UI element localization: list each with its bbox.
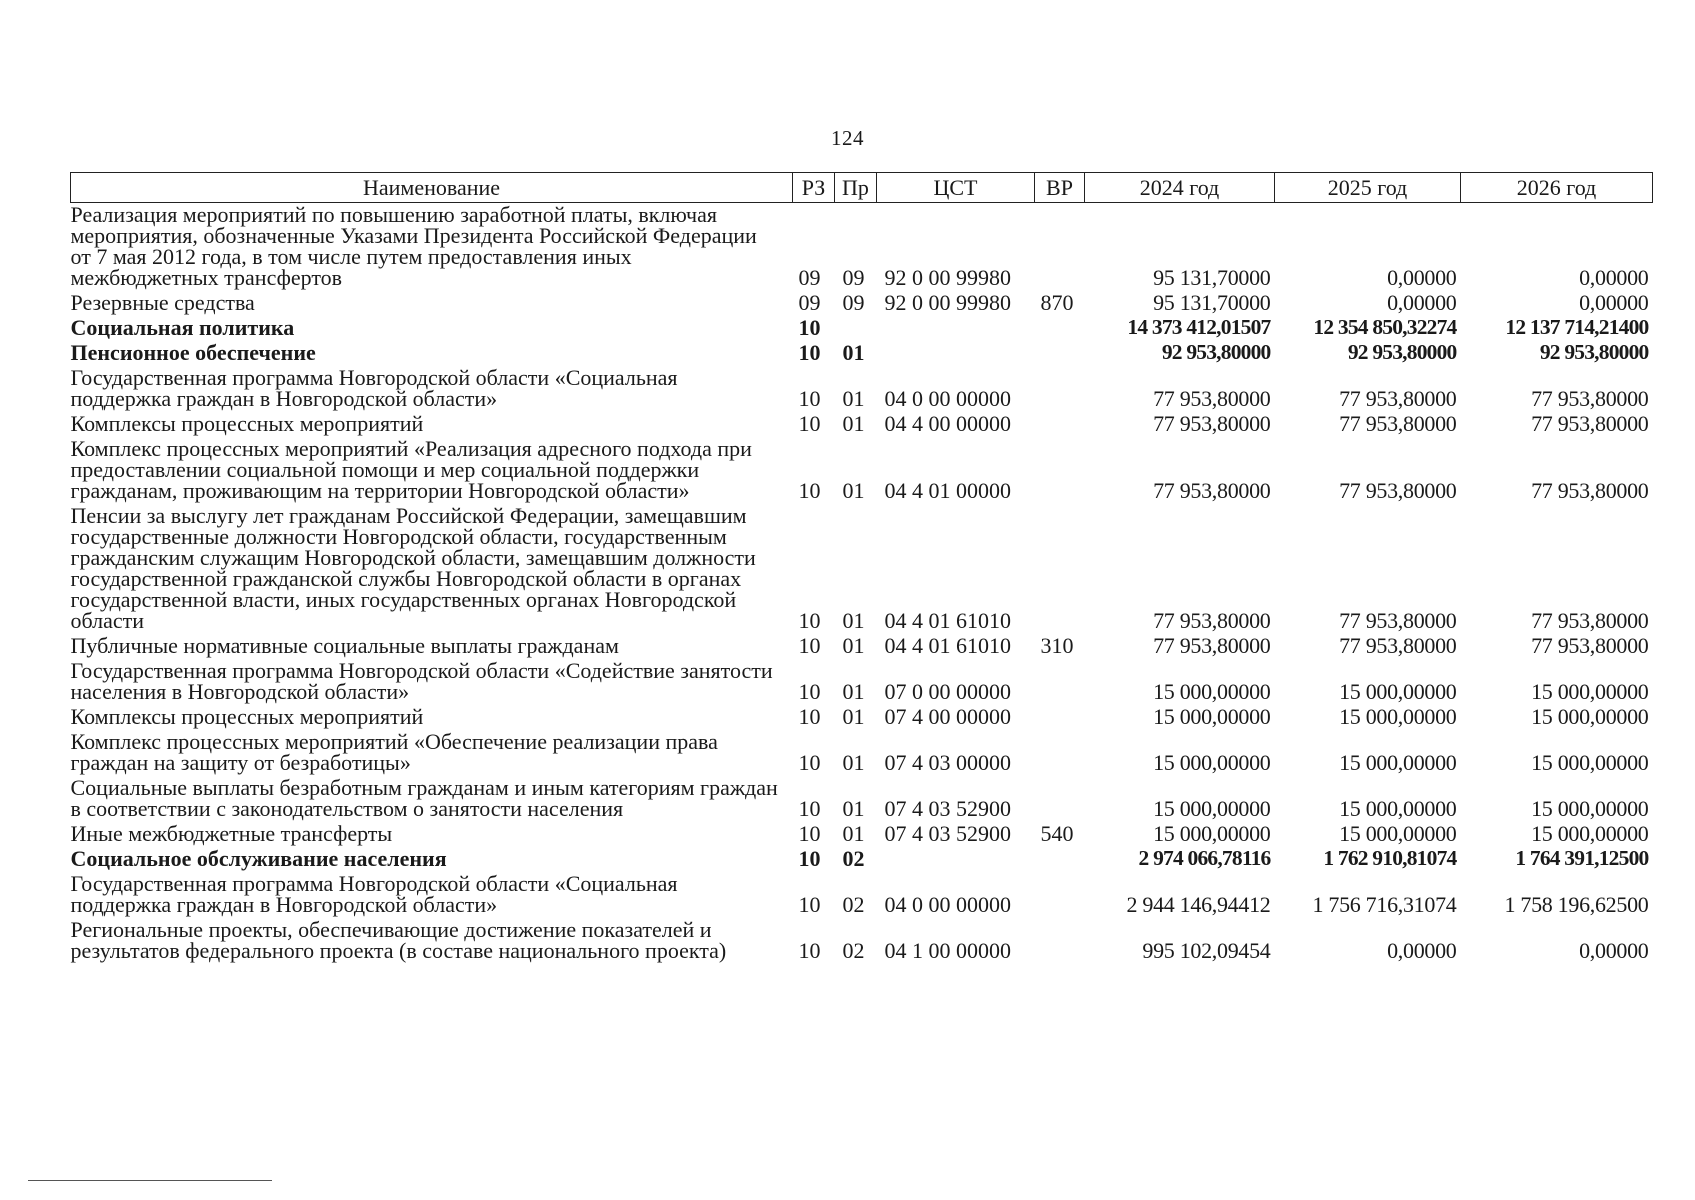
table-row bbox=[71, 412, 1653, 437]
cell-vr bbox=[1035, 504, 1085, 634]
cell-cst: 04 0 00 00000 bbox=[884, 892, 1011, 917]
cell-2025: 0,00000 bbox=[1387, 938, 1457, 963]
cell-pr: 02 bbox=[842, 892, 865, 917]
header-pr: Пр bbox=[835, 173, 877, 203]
cell-2025: 77 953,80000 bbox=[1339, 386, 1457, 411]
cell-pr bbox=[835, 316, 877, 341]
cell-rz: 10 bbox=[798, 386, 821, 411]
table-row bbox=[71, 341, 1653, 366]
cell-rz: 10 bbox=[798, 340, 821, 365]
cell-vr bbox=[1035, 776, 1085, 822]
cell-rz: 10 bbox=[798, 633, 821, 658]
cell-2024: 77 953,80000 bbox=[1153, 633, 1271, 658]
table-row bbox=[71, 872, 1653, 918]
table-row bbox=[71, 291, 1653, 316]
cell-pr: 01 bbox=[842, 478, 865, 503]
cell-name: Региональные проекты, обеспечивающие достижение показателей и результатов федерального проекта (в составе национального проекта) bbox=[70, 917, 727, 963]
cell-2025: 15 000,00000 bbox=[1339, 679, 1457, 704]
cell-name: Комплексы процессных мероприятий bbox=[70, 411, 424, 436]
table-row bbox=[71, 730, 1653, 776]
cell-pr: 01 bbox=[842, 821, 865, 846]
table-row bbox=[71, 316, 1653, 341]
cell-vr bbox=[1035, 366, 1085, 412]
cell-rz: 09 bbox=[798, 290, 821, 315]
table-row bbox=[71, 847, 1653, 872]
footnote-separator bbox=[28, 1180, 272, 1181]
header-2024: 2024 год bbox=[1085, 173, 1275, 203]
cell-cst: 04 0 00 00000 bbox=[884, 386, 1011, 411]
cell-2024: 995 102,09454 bbox=[1142, 938, 1271, 963]
cell-2026: 92 953,80000 bbox=[1539, 340, 1649, 364]
cell-2026: 0,00000 bbox=[1579, 265, 1649, 290]
cell-2026: 15 000,00000 bbox=[1531, 821, 1649, 846]
cell-name: Государственная программа Новгородской области «Социальная поддержка граждан в Новгородской области» bbox=[70, 871, 678, 917]
table-row bbox=[71, 776, 1653, 822]
cell-pr: 09 bbox=[842, 290, 865, 315]
cell-name: Комплекс процессных мероприятий «Реализация адресного подхода при предоставлении социальной помощи и мер социальной поддержки гражданам, проживающим на территории Новгородской области» bbox=[70, 436, 752, 503]
table-row bbox=[71, 705, 1653, 730]
cell-name: Резервные средства bbox=[70, 290, 255, 315]
cell-vr: 310 bbox=[1040, 633, 1074, 658]
cell-2026: 15 000,00000 bbox=[1531, 704, 1649, 729]
table-row bbox=[71, 366, 1653, 412]
cell-2026: 77 953,80000 bbox=[1531, 386, 1649, 411]
cell-2024: 2 944 146,94412 bbox=[1126, 892, 1271, 917]
cell-name: Государственная программа Новгородской области «Социальная поддержка граждан в Новгородской области» bbox=[70, 365, 678, 411]
cell-pr: 01 bbox=[842, 704, 865, 729]
cell-2026: 15 000,00000 bbox=[1531, 750, 1649, 775]
cell-rz: 10 bbox=[798, 892, 821, 917]
cell-2026: 77 953,80000 bbox=[1531, 633, 1649, 658]
cell-pr: 01 bbox=[842, 750, 865, 775]
table-row bbox=[71, 437, 1653, 504]
cell-2024: 15 000,00000 bbox=[1153, 796, 1271, 821]
cell-vr: 540 bbox=[1040, 821, 1074, 846]
cell-2026: 12 137 714,21400 bbox=[1505, 315, 1649, 339]
cell-name: Пенсионное обеспечение bbox=[70, 340, 316, 365]
cell-pr: 02 bbox=[842, 938, 865, 963]
table-row bbox=[71, 504, 1653, 634]
cell-2025: 1 762 910,81074 bbox=[1323, 846, 1457, 870]
cell-vr bbox=[1035, 730, 1085, 776]
cell-cst: 04 4 01 00000 bbox=[884, 478, 1011, 503]
cell-name: Социальная политика bbox=[70, 315, 295, 340]
cell-vr bbox=[1035, 203, 1085, 292]
cell-rz: 10 bbox=[798, 750, 821, 775]
header-2025: 2025 год bbox=[1275, 173, 1461, 203]
header-cst: ЦСТ bbox=[877, 173, 1035, 203]
cell-cst: 07 4 03 00000 bbox=[884, 750, 1011, 775]
cell-2024: 14 373 412,01507 bbox=[1127, 315, 1271, 339]
cell-rz: 10 bbox=[798, 679, 821, 704]
cell-cst: 04 4 01 61010 bbox=[884, 608, 1011, 633]
cell-vr bbox=[1035, 412, 1085, 437]
cell-2024: 15 000,00000 bbox=[1153, 821, 1271, 846]
header-row bbox=[71, 173, 1653, 203]
cell-2026: 1 764 391,12500 bbox=[1515, 846, 1649, 870]
cell-cst: 04 4 01 61010 bbox=[884, 633, 1011, 658]
cell-cst: 04 1 00 00000 bbox=[884, 938, 1011, 963]
cell-name: Реализация мероприятий по повышению заработной платы, включая мероприятия, обозначенные Указами Президента Российской Федерации от 7 мая 2012 года, в том числе путем предоставления иных межбюджетных трансфертов bbox=[70, 202, 757, 290]
cell-2025: 77 953,80000 bbox=[1339, 411, 1457, 436]
cell-name: Социальные выплаты безработным гражданам и иным категориям граждан в соответствии с законодательством о занятости населения bbox=[70, 775, 778, 821]
page-number: 124 bbox=[831, 126, 864, 150]
cell-2025: 15 000,00000 bbox=[1339, 796, 1457, 821]
cell-cst bbox=[877, 847, 1035, 872]
header-2026: 2026 год bbox=[1461, 173, 1653, 203]
header-rz: РЗ bbox=[793, 173, 835, 203]
cell-pr: 02 bbox=[842, 846, 865, 871]
cell-cst: 07 4 03 52900 bbox=[884, 821, 1011, 846]
cell-2026: 1 758 196,62500 bbox=[1504, 892, 1649, 917]
cell-name: Социальное обслуживание населения bbox=[70, 846, 447, 871]
cell-2026: 77 953,80000 bbox=[1531, 411, 1649, 436]
cell-2024: 2 974 066,78116 bbox=[1138, 846, 1271, 870]
cell-2026: 77 953,80000 bbox=[1531, 478, 1649, 503]
cell-rz: 10 bbox=[798, 821, 821, 846]
cell-2025: 77 953,80000 bbox=[1339, 608, 1457, 633]
cell-pr: 01 bbox=[842, 386, 865, 411]
cell-2026: 0,00000 bbox=[1579, 938, 1649, 963]
cell-2025: 15 000,00000 bbox=[1339, 821, 1457, 846]
cell-2024: 95 131,70000 bbox=[1153, 290, 1271, 315]
table-row bbox=[71, 918, 1653, 964]
cell-2025: 1 756 716,31074 bbox=[1312, 892, 1457, 917]
cell-vr: 870 bbox=[1040, 290, 1074, 315]
cell-cst: 92 0 00 99980 bbox=[884, 290, 1011, 315]
cell-rz: 10 bbox=[798, 938, 821, 963]
cell-2024: 15 000,00000 bbox=[1153, 704, 1271, 729]
cell-cst: 07 0 00 00000 bbox=[884, 679, 1011, 704]
cell-pr: 01 bbox=[842, 633, 865, 658]
cell-name: Комплексы процессных мероприятий bbox=[70, 704, 424, 729]
cell-2025: 12 354 850,32274 bbox=[1313, 315, 1457, 339]
cell-cst bbox=[877, 316, 1035, 341]
cell-2025: 77 953,80000 bbox=[1339, 633, 1457, 658]
cell-cst: 07 4 03 52900 bbox=[884, 796, 1011, 821]
cell-2026: 15 000,00000 bbox=[1531, 796, 1649, 821]
cell-cst: 07 4 00 00000 bbox=[884, 704, 1011, 729]
cell-pr: 01 bbox=[842, 679, 865, 704]
header-vr: ВР bbox=[1035, 173, 1085, 203]
table-row bbox=[71, 634, 1653, 659]
cell-2024: 15 000,00000 bbox=[1153, 750, 1271, 775]
cell-2024: 77 953,80000 bbox=[1153, 478, 1271, 503]
cell-2024: 15 000,00000 bbox=[1153, 679, 1271, 704]
cell-2026: 15 000,00000 bbox=[1531, 679, 1649, 704]
cell-pr: 01 bbox=[842, 411, 865, 436]
table-row bbox=[71, 822, 1653, 847]
cell-2024: 92 953,80000 bbox=[1161, 340, 1271, 364]
cell-pr: 01 bbox=[842, 340, 865, 365]
cell-vr bbox=[1035, 872, 1085, 918]
cell-name: Пенсии за выслугу лет гражданам Российской Федерации, замещавшим государственные должности Новгородской области, государственным гражданским служащим Новгородской области, замещавшим должности государственной гражданской службы Новгородской области в органах государственной власти, иных государственных органах Новгородской области bbox=[70, 503, 756, 633]
cell-vr bbox=[1035, 316, 1085, 341]
cell-2025: 0,00000 bbox=[1387, 290, 1457, 315]
cell-rz: 10 bbox=[798, 608, 821, 633]
cell-2024: 77 953,80000 bbox=[1153, 608, 1271, 633]
cell-rz: 10 bbox=[798, 796, 821, 821]
cell-rz: 10 bbox=[798, 315, 821, 340]
cell-2026: 0,00000 bbox=[1579, 290, 1649, 315]
cell-vr bbox=[1035, 341, 1085, 366]
cell-rz: 10 bbox=[798, 704, 821, 729]
cell-vr bbox=[1035, 437, 1085, 504]
table-row bbox=[71, 659, 1653, 705]
cell-pr: 01 bbox=[842, 796, 865, 821]
table-header bbox=[71, 173, 1653, 203]
cell-vr bbox=[1035, 847, 1085, 872]
cell-2025: 92 953,80000 bbox=[1347, 340, 1457, 364]
table-row bbox=[71, 203, 1653, 292]
cell-2025: 0,00000 bbox=[1387, 265, 1457, 290]
cell-vr bbox=[1035, 918, 1085, 964]
cell-rz: 10 bbox=[798, 411, 821, 436]
cell-2025: 15 000,00000 bbox=[1339, 704, 1457, 729]
cell-rz: 09 bbox=[798, 265, 821, 290]
budget-table bbox=[70, 172, 1653, 964]
cell-cst: 04 4 00 00000 bbox=[884, 411, 1011, 436]
cell-2025: 77 953,80000 bbox=[1339, 478, 1457, 503]
cell-2024: 77 953,80000 bbox=[1153, 411, 1271, 436]
cell-2024: 77 953,80000 bbox=[1153, 386, 1271, 411]
cell-pr: 01 bbox=[842, 608, 865, 633]
cell-cst bbox=[877, 341, 1035, 366]
header-name: Наименование bbox=[71, 173, 793, 203]
cell-2026: 77 953,80000 bbox=[1531, 608, 1649, 633]
cell-pr: 09 bbox=[842, 265, 865, 290]
cell-2025: 15 000,00000 bbox=[1339, 750, 1457, 775]
cell-2024: 95 131,70000 bbox=[1153, 265, 1271, 290]
cell-cst: 92 0 00 99980 bbox=[884, 265, 1011, 290]
cell-vr bbox=[1035, 705, 1085, 730]
cell-rz: 10 bbox=[798, 478, 821, 503]
cell-name: Комплекс процессных мероприятий «Обеспечение реализации права граждан на защиту от безработицы» bbox=[70, 729, 718, 775]
table-body bbox=[71, 203, 1653, 965]
cell-name: Иные межбюджетные трансферты bbox=[70, 821, 393, 846]
cell-vr bbox=[1035, 659, 1085, 705]
cell-name: Публичные нормативные социальные выплаты гражданам bbox=[70, 633, 619, 658]
cell-name: Государственная программа Новгородской области «Содействие занятости населения в Новгородской области» bbox=[70, 658, 773, 704]
cell-rz: 10 bbox=[798, 846, 821, 871]
